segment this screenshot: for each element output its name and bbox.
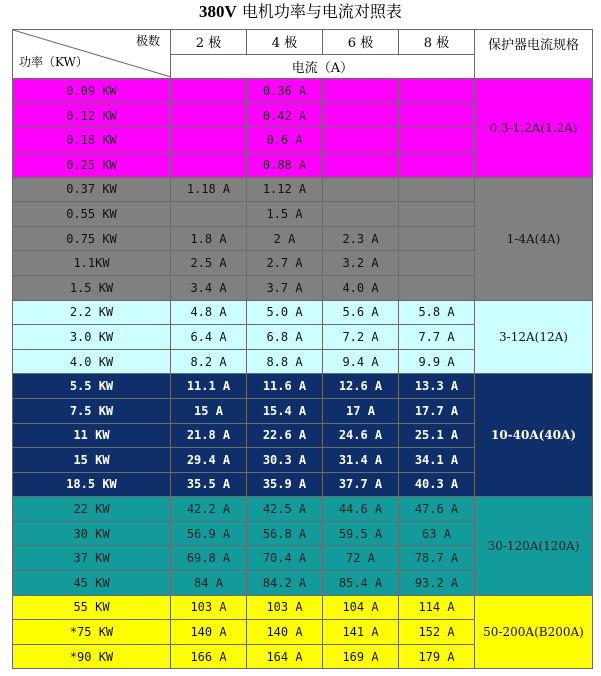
power-cell: 7.5 KW (13, 398, 171, 423)
current-cell (323, 128, 399, 153)
pole-header: 4 极 (247, 30, 323, 55)
current-cell: 11.6 A (247, 374, 323, 399)
corner-header-cell (13, 30, 171, 79)
current-cell: 0.6 A (247, 128, 323, 153)
current-cell: 17 A (323, 398, 399, 423)
current-cell: 3.4 A (171, 275, 247, 300)
current-cell: 37.7 A (323, 472, 399, 497)
power-cell: *90 KW (13, 644, 171, 669)
title-text: 电机功率与电流对照表 (241, 2, 402, 21)
table-row (13, 79, 593, 104)
motor-current-table (12, 29, 593, 669)
current-cell (171, 103, 247, 128)
current-cell: 141 A (323, 620, 399, 645)
protector-spec-cell: 1-4A(4A) (475, 177, 593, 300)
current-cell: 5.6 A (323, 300, 399, 325)
current-cell: 40.3 A (399, 472, 475, 497)
current-cell: 84.2 A (247, 571, 323, 596)
current-cell: 72 A (323, 546, 399, 571)
current-cell: 93.2 A (399, 571, 475, 596)
current-cell: 34.1 A (399, 448, 475, 473)
current-cell (171, 152, 247, 177)
current-cell (323, 152, 399, 177)
current-cell: 1.8 A (171, 226, 247, 251)
power-cell: 15 KW (13, 448, 171, 473)
current-cell: 13.3 A (399, 374, 475, 399)
current-cell (399, 177, 475, 202)
power-cell: 0.75 KW (13, 226, 171, 251)
current-cell: 17.7 A (399, 398, 475, 423)
table-row (13, 300, 593, 325)
current-cell: 8.8 A (247, 349, 323, 374)
power-cell: 0.09 KW (13, 79, 171, 104)
power-cell: 45 KW (13, 571, 171, 596)
current-cell: 15 A (171, 398, 247, 423)
power-cell: 5.5 KW (13, 374, 171, 399)
table-title (0, 0, 601, 26)
current-cell: 24.6 A (323, 423, 399, 448)
protector-spec-cell: 50-200A(B200A) (475, 595, 593, 669)
current-cell: 164 A (247, 644, 323, 669)
power-cell: 37 KW (13, 546, 171, 571)
power-cell: 30 KW (13, 521, 171, 546)
protector-spec-cell: 3-12A(12A) (475, 300, 593, 374)
pole-header: 8 极 (399, 30, 475, 55)
current-header: 电流（A） (171, 54, 475, 79)
current-cell: 114 A (399, 595, 475, 620)
current-cell: 63 A (399, 521, 475, 546)
power-cell: 18.5 KW (13, 472, 171, 497)
current-cell: 47.6 A (399, 497, 475, 522)
current-cell: 70.4 A (247, 546, 323, 571)
current-cell: 3.2 A (323, 251, 399, 276)
current-cell: 4.8 A (171, 300, 247, 325)
current-cell: 12.6 A (323, 374, 399, 399)
protector-spec-cell: 0.3-1.2A(1.2A) (475, 79, 593, 177)
power-cell: 1.1KW (13, 251, 171, 276)
current-cell: 152 A (399, 620, 475, 645)
current-cell: 1.18 A (171, 177, 247, 202)
current-cell (171, 128, 247, 153)
current-cell: 25.1 A (399, 423, 475, 448)
current-cell: 5.8 A (399, 300, 475, 325)
current-cell: 21.8 A (171, 423, 247, 448)
current-cell: 9.9 A (399, 349, 475, 374)
current-cell: 166 A (171, 644, 247, 669)
power-cell: 11 KW (13, 423, 171, 448)
current-cell (323, 177, 399, 202)
current-cell: 169 A (323, 644, 399, 669)
current-cell: 59.5 A (323, 521, 399, 546)
current-cell (399, 251, 475, 276)
power-cell: 0.25 KW (13, 152, 171, 177)
current-cell: 84 A (171, 571, 247, 596)
table-row (13, 374, 593, 399)
power-cell: 22 KW (13, 497, 171, 522)
current-cell: 69.8 A (171, 546, 247, 571)
current-cell: 56.9 A (171, 521, 247, 546)
protector-spec-cell: 10-40A(40A) (475, 374, 593, 497)
current-cell: 30.3 A (247, 448, 323, 473)
current-cell (171, 79, 247, 104)
table-row (13, 497, 593, 522)
current-cell (399, 202, 475, 227)
current-cell (323, 202, 399, 227)
current-cell: 103 A (247, 595, 323, 620)
power-cell: 0.55 KW (13, 202, 171, 227)
current-cell (399, 275, 475, 300)
title-voltage: 380V (199, 2, 237, 21)
pole-header: 2 极 (171, 30, 247, 55)
protector-spec-cell: 30-120A(120A) (475, 497, 593, 595)
current-cell: 35.9 A (247, 472, 323, 497)
current-cell (323, 79, 399, 104)
power-cell: 0.37 KW (13, 177, 171, 202)
current-cell: 6.8 A (247, 325, 323, 350)
current-cell: 7.7 A (399, 325, 475, 350)
current-cell: 42.2 A (171, 497, 247, 522)
current-cell: 42.5 A (247, 497, 323, 522)
current-cell: 1.12 A (247, 177, 323, 202)
current-cell: 2 A (247, 226, 323, 251)
current-cell: 0.88 A (247, 152, 323, 177)
power-cell: 0.18 KW (13, 128, 171, 153)
current-cell: 140 A (247, 620, 323, 645)
power-cell: 1.5 KW (13, 275, 171, 300)
current-cell: 2.5 A (171, 251, 247, 276)
current-cell (399, 226, 475, 251)
current-cell (399, 128, 475, 153)
power-cell: 3.0 KW (13, 325, 171, 350)
current-cell: 44.6 A (323, 497, 399, 522)
current-cell: 0.36 A (247, 79, 323, 104)
power-cell: 0.12 KW (13, 103, 171, 128)
table-row (13, 595, 593, 620)
current-cell: 15.4 A (247, 398, 323, 423)
current-cell: 0.42 A (247, 103, 323, 128)
power-cell: 4.0 KW (13, 349, 171, 374)
current-cell (399, 103, 475, 128)
current-cell: 56.8 A (247, 521, 323, 546)
power-cell: 55 KW (13, 595, 171, 620)
current-cell: 1.5 A (247, 202, 323, 227)
current-cell: 5.0 A (247, 300, 323, 325)
poles-label: 极数 (135, 34, 160, 48)
current-cell: 3.7 A (247, 275, 323, 300)
current-cell: 8.2 A (171, 349, 247, 374)
current-cell (323, 103, 399, 128)
current-cell: 78.7 A (399, 546, 475, 571)
current-cell (399, 79, 475, 104)
current-cell: 31.4 A (323, 448, 399, 473)
table-row (13, 177, 593, 202)
current-cell: 6.4 A (171, 325, 247, 350)
pole-header: 6 极 (323, 30, 399, 55)
current-cell (171, 202, 247, 227)
current-cell: 29.4 A (171, 448, 247, 473)
current-cell: 7.2 A (323, 325, 399, 350)
current-cell: 140 A (171, 620, 247, 645)
current-cell: 179 A (399, 644, 475, 669)
current-cell: 22.6 A (247, 423, 323, 448)
current-cell (399, 152, 475, 177)
power-cell: *75 KW (13, 620, 171, 645)
current-cell: 85.4 A (323, 571, 399, 596)
current-cell: 4.0 A (323, 275, 399, 300)
current-cell: 103 A (171, 595, 247, 620)
current-cell: 9.4 A (323, 349, 399, 374)
current-cell: 2.3 A (323, 226, 399, 251)
current-cell: 104 A (323, 595, 399, 620)
current-cell: 35.5 A (171, 472, 247, 497)
protector-header: 保护器电流规格 (475, 30, 593, 79)
power-label: 功率（KW） (19, 55, 88, 70)
current-cell: 11.1 A (171, 374, 247, 399)
power-cell: 2.2 KW (13, 300, 171, 325)
current-cell: 2.7 A (247, 251, 323, 276)
